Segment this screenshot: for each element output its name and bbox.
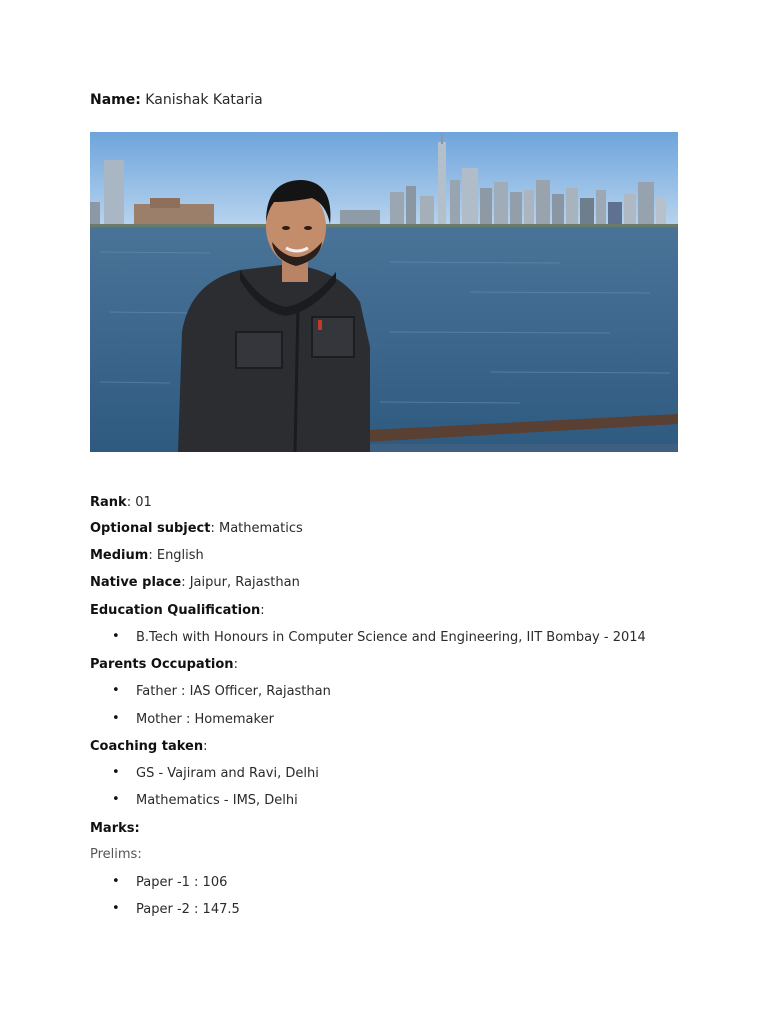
bullet-icon: • xyxy=(112,711,120,726)
optional-subject-label: Optional subject xyxy=(90,521,211,536)
rank-label: Rank xyxy=(90,495,127,510)
coaching-label: Coaching taken xyxy=(90,739,204,754)
medium-label: Medium xyxy=(90,548,149,563)
parents-item-mother: Mother : Homemaker xyxy=(136,712,274,727)
bullet-icon: • xyxy=(112,683,120,698)
name-value: Kanishak Kataria xyxy=(140,92,263,108)
education-item: B.Tech with Honours in Computer Science and Engineering, IIT Bombay - 2014 xyxy=(136,630,646,645)
portrait-photo xyxy=(90,132,678,452)
name-line: Name: Kanishak Kataria xyxy=(90,92,263,108)
medium-line: Medium: English xyxy=(90,548,204,563)
native-place-value: Jaipur, Rajasthan xyxy=(185,575,300,590)
parents-heading: Parents Occupation: xyxy=(90,657,238,672)
coaching-heading: Coaching taken: xyxy=(90,739,208,754)
bullet-icon: • xyxy=(112,792,120,807)
optional-subject-value: Mathematics xyxy=(214,521,303,536)
native-place-line: Native place: Jaipur, Rajasthan xyxy=(90,575,300,590)
parents-item-father: Father : IAS Officer, Rajasthan xyxy=(136,684,331,699)
medium-value: English xyxy=(152,548,204,563)
prelims-label: Prelims: xyxy=(90,847,142,862)
bullet-icon: • xyxy=(112,629,120,644)
marks-heading xyxy=(90,821,140,837)
parents-label: Parents Occupation xyxy=(90,657,234,672)
education-heading: Education Qualification: xyxy=(90,603,265,618)
bullet-icon: • xyxy=(112,874,120,889)
marks-label: Marks: xyxy=(90,821,140,836)
native-place-label: Native place xyxy=(90,575,182,590)
rank-value: 01 xyxy=(131,495,152,510)
coaching-item-maths: Mathematics - IMS, Delhi xyxy=(136,793,298,808)
rank-line: Rank: 01 xyxy=(90,495,152,510)
optional-subject-line: Optional subject: Mathematics xyxy=(90,521,303,536)
coaching-item-gs: GS - Vajiram and Ravi, Delhi xyxy=(136,766,319,781)
bullet-icon: • xyxy=(112,765,120,780)
prelims-paper-1: Paper -1 : 106 xyxy=(136,875,228,890)
name-label: Name xyxy=(90,92,136,108)
education-label: Education Qualification xyxy=(90,603,261,618)
bullet-icon: • xyxy=(112,901,120,916)
prelims-paper-2: Paper -2 : 147.5 xyxy=(136,902,240,917)
